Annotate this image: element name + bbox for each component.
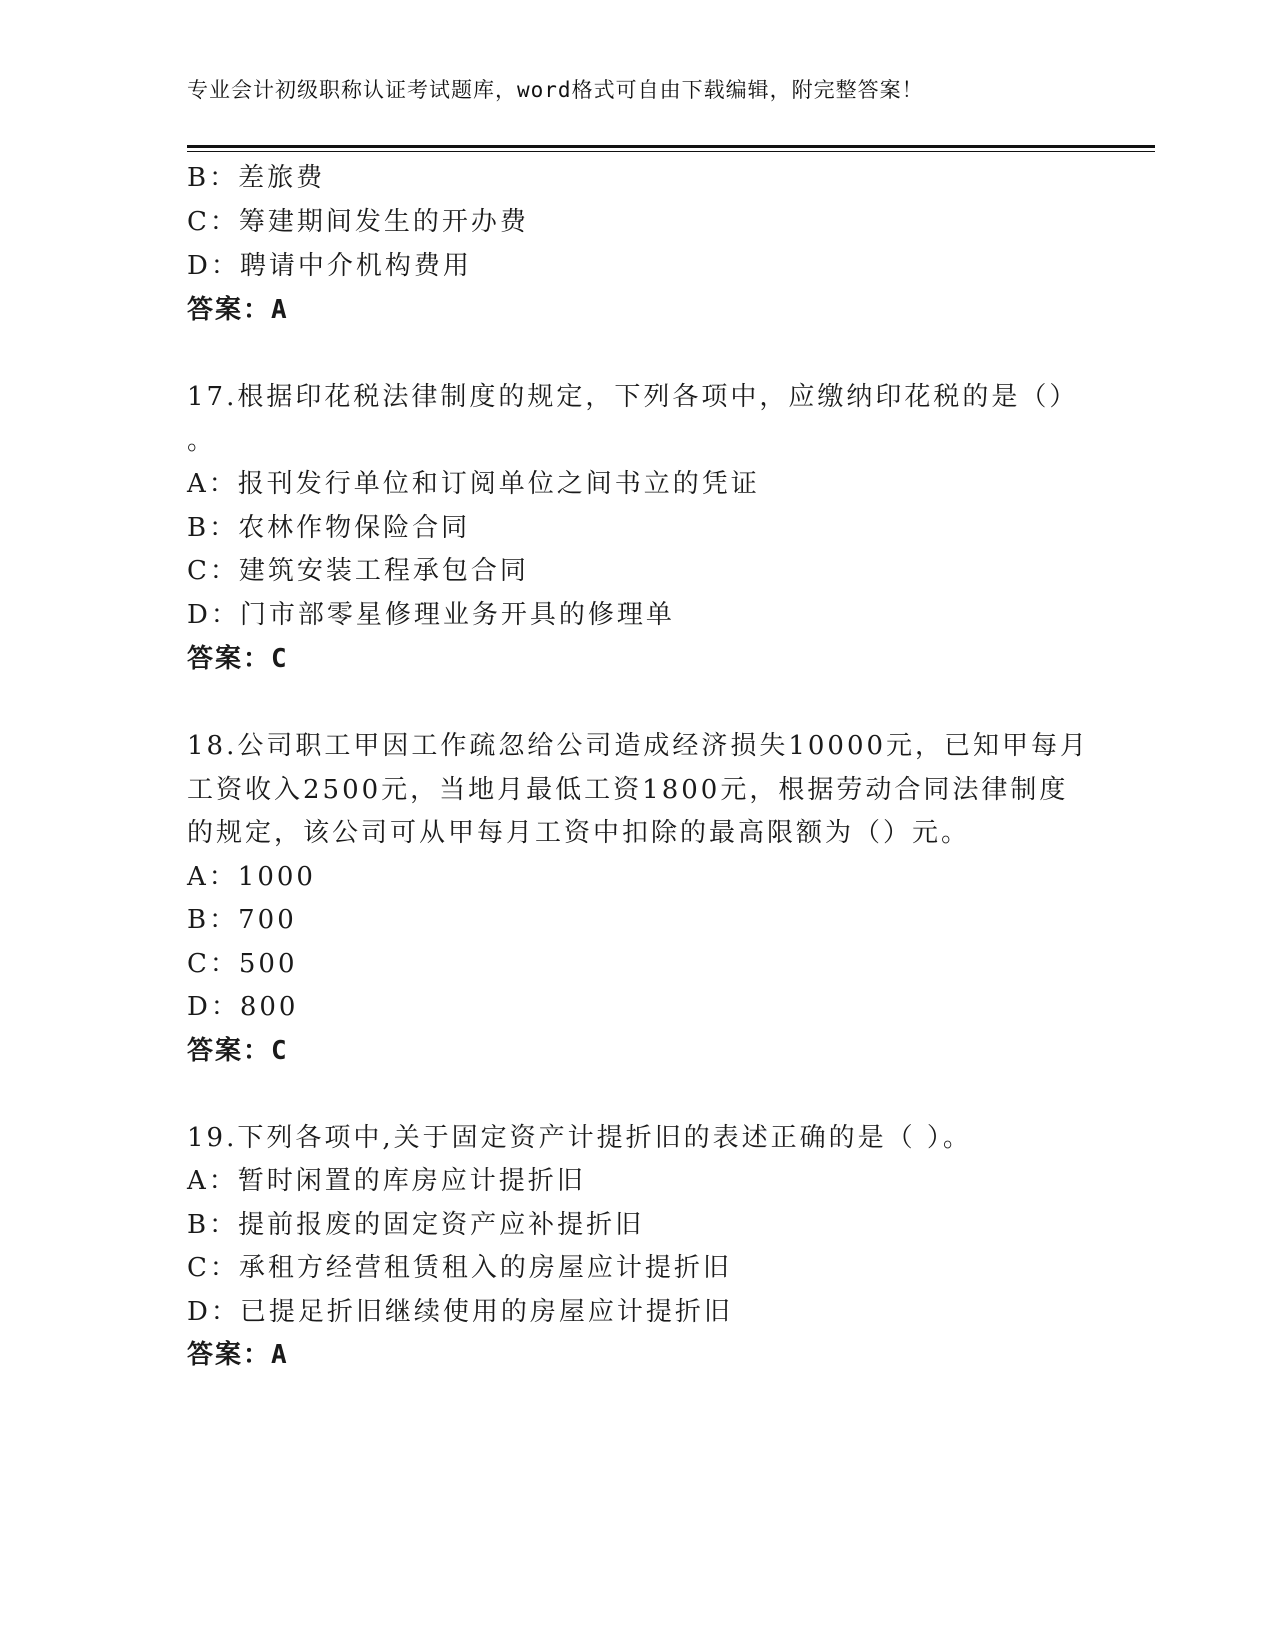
option-a: A：报刊发行单位和订阅单位之间书立的凭证	[187, 469, 760, 499]
question-stem-continued: 。	[187, 426, 217, 456]
answer	[187, 295, 288, 325]
question-stem: 19.下列各项中,关于固定资产计提折旧的表述正确的是（ ）。	[187, 1123, 972, 1153]
option-c: C：筹建期间发生的开办费	[187, 207, 529, 237]
answer-value: C	[271, 644, 288, 674]
option-c: C：建筑安装工程承包合同	[187, 556, 529, 586]
answer	[187, 1036, 288, 1066]
answer	[187, 1340, 288, 1370]
header-rule-thick	[187, 145, 1155, 148]
page-header: 专业会计初级职称认证考试题库，word格式可自由下载编辑，附完整答案！	[187, 78, 924, 102]
option-c: C：500	[187, 949, 298, 979]
option-d: D：800	[187, 992, 299, 1022]
answer-label: 答案：	[187, 1036, 272, 1066]
answer	[187, 644, 288, 674]
header-rule-thin	[187, 151, 1155, 152]
answer-value: C	[271, 1036, 288, 1066]
option-d: D：已提足折旧继续使用的房屋应计提折旧	[187, 1297, 733, 1327]
option-c: C：承租方经营租赁租入的房屋应计提折旧	[187, 1253, 732, 1283]
option-d: D：门市部零星修理业务开具的修理单	[187, 600, 675, 630]
answer-label: 答案：	[187, 644, 272, 674]
option-a: A：1000	[187, 862, 316, 892]
answer-value: A	[271, 1340, 288, 1370]
question-stem: 17.根据印花税法律制度的规定，下列各项中，应缴纳印花税的是（）	[187, 382, 1079, 412]
option-b: B：差旅费	[187, 163, 326, 193]
option-a: A：暂时闲置的库房应计提折旧	[187, 1166, 586, 1196]
question-stem-continued: 工资收入2500元，当地月最低工资1800元，根据劳动合同法律制度	[187, 775, 1069, 805]
option-b: B：700	[187, 905, 297, 935]
answer-value: A	[271, 295, 288, 325]
option-d: D：聘请中介机构费用	[187, 251, 472, 281]
answer-label: 答案：	[187, 295, 272, 325]
answer-label: 答案：	[187, 1340, 272, 1370]
question-stem-continued: 的规定，该公司可从甲每月工资中扣除的最高限额为（）元。	[187, 818, 971, 848]
option-b: B：农林作物保险合同	[187, 513, 471, 543]
question-stem: 18.公司职工甲因工作疏忽给公司造成经济损失10000元，已知甲每月	[187, 731, 1090, 761]
option-b: B：提前报废的固定资产应补提折旧	[187, 1210, 645, 1240]
